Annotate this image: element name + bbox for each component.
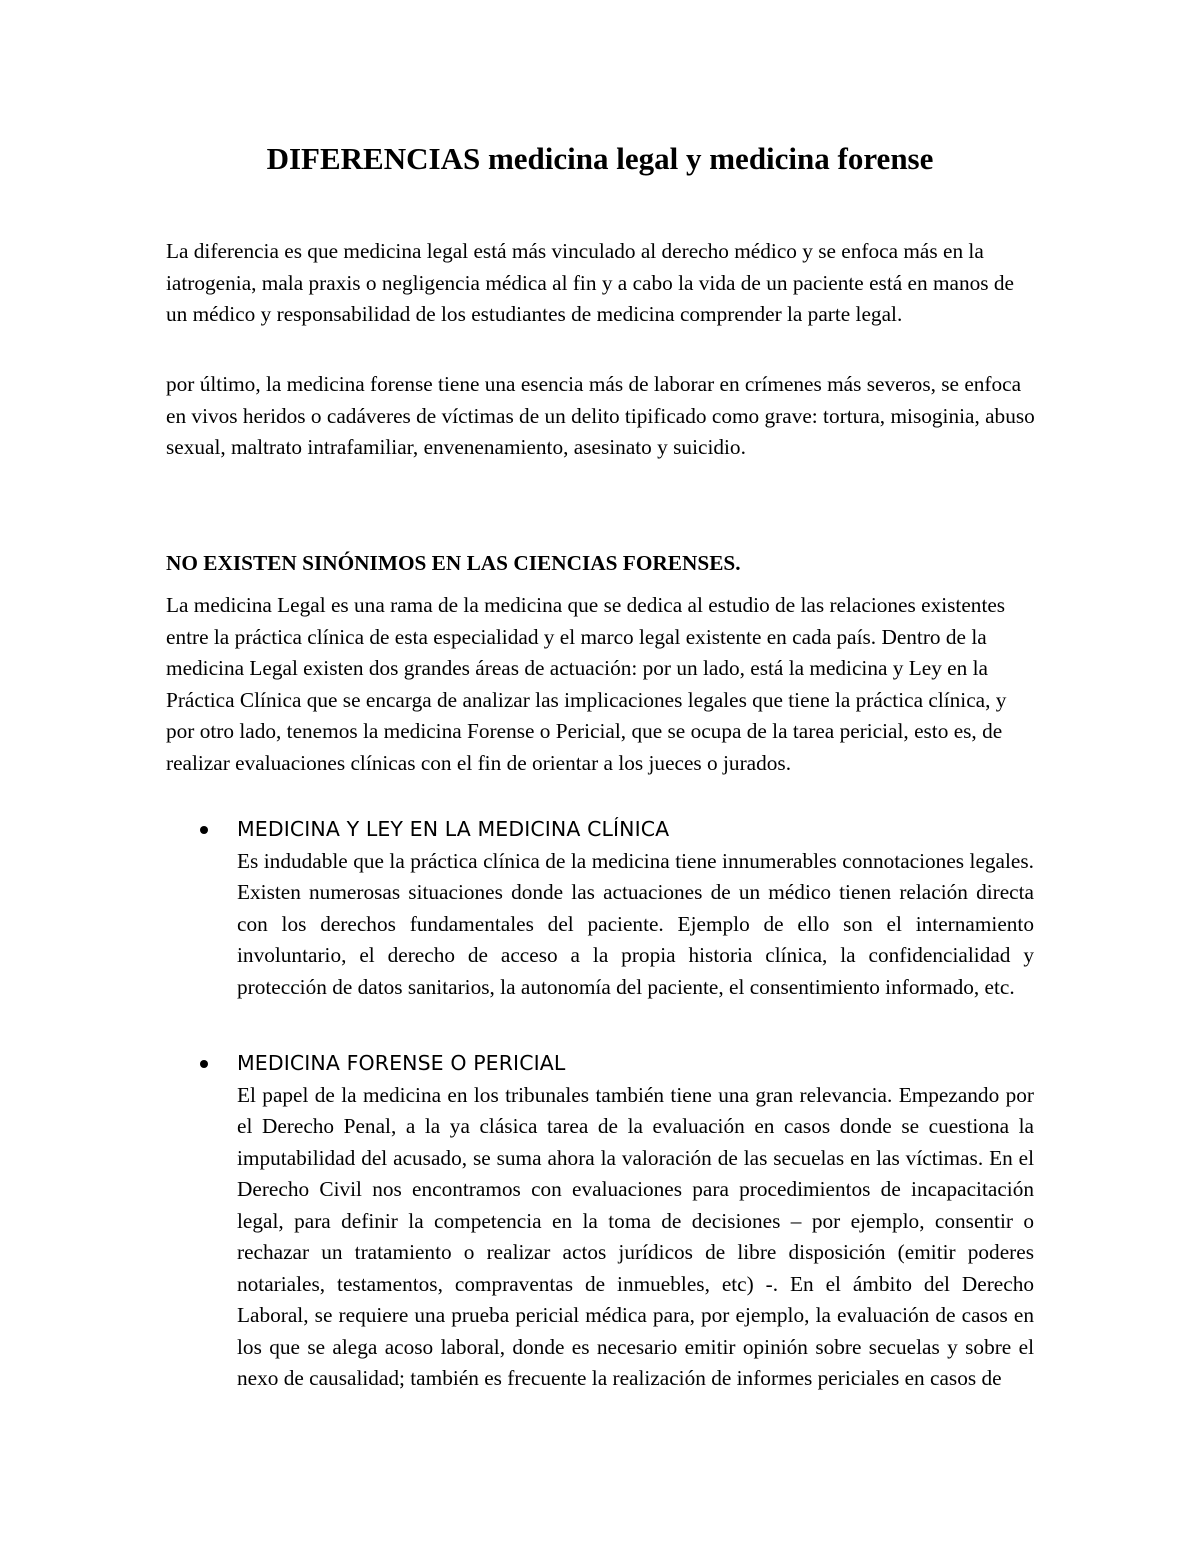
document-title: DIFERENCIAS medicina legal y medicina forense	[266, 141, 934, 176]
bullet-body: Es indudable que la práctica clínica de la medicina tiene innumerables connotaciones legales. Existen numerosas situaciones donde las actuaciones de un médico tienen relación directa con los derechos fundamentales del paciente. Ejemplo de ello son el internamiento involuntario, el derecho de acceso a la propia historia clínica, la confidencialidad y protección de datos sanitarios, la autonomía del paciente, el consentimiento informado, etc.	[237, 848, 1034, 999]
bullet-heading: MEDICINA Y LEY EN LA MEDICINA CLÍNICA	[237, 817, 670, 841]
bullet-heading: MEDICINA FORENSE O PERICIAL	[237, 1051, 566, 1075]
bullet-icon	[200, 1060, 208, 1068]
paragraph-legal-medicine-difference: La diferencia es que medicina legal está más vinculado al derecho médico y se enfoca más en la iatrogenia, mala praxis o negligencia médica al fin y a cabo la vida de un paciente está en manos de un médico y responsabilidad de los estudiantes de medicina comprender la parte legal.	[166, 239, 1014, 326]
paragraph-forensic-medicine: por último, la medicina forense tiene una esencia más de laborar en crímenes más severos, se enfoca en vivos heridos o cadáveres de víctimas de un delito tipificado como grave: tortura, misoginia, abuso sexual, maltrato intrafamiliar, envenenamiento, asesinato y suicidio.	[166, 372, 1035, 459]
section-heading: NO EXISTEN SINÓNIMOS EN LAS CIENCIAS FORENSES.	[166, 551, 741, 575]
bullet-icon	[200, 826, 208, 834]
bullet-body: El papel de la medicina en los tribunales también tiene una gran relevancia. Empezando por el Derecho Penal, a la ya clásica tarea de la evaluación en casos donde se cuestiona la imputabilidad del acusado, se suma ahora la valoración de las secuelas en las víctimas. En el Derecho Civil nos encontramos con evaluaciones para procedimientos de incapacitación legal, para definir la competencia en la toma de decisiones – por ejemplo, consentir o rechazar un tratamiento o realizar actos jurídicos de libre disposición (emitir poderes notariales, testamentos, compraventas de inmuebles, etc) -. En el ámbito del Derecho Laboral, se requiere una prueba pericial médica para, por ejemplo, la evaluación de casos en los que se alega acoso laboral, donde es necesario emitir opinión sobre secuelas y sobre el nexo de causalidad; también es frecuente la realización de informes periciales en casos de	[237, 1082, 1034, 1390]
paragraph-legal-medicine-definition: La medicina Legal es una rama de la medicina que se dedica al estudio de las relaciones existentes entre la práctica clínica de esta especialidad y el marco legal existente en cada país. Dentro de la medicina Legal existen dos grandes áreas de actuación: por un lado, está la medicina y Ley en la Práctica Clínica que se encarga de analizar las implicaciones legales que tiene la práctica clínica, y por otro lado, tenemos la medicina Forense o Pericial, que se ocupa de la tarea pericial, esto es, de realizar evaluaciones clínicas con el fin de orientar a los jueces o jurados.	[166, 593, 1007, 775]
